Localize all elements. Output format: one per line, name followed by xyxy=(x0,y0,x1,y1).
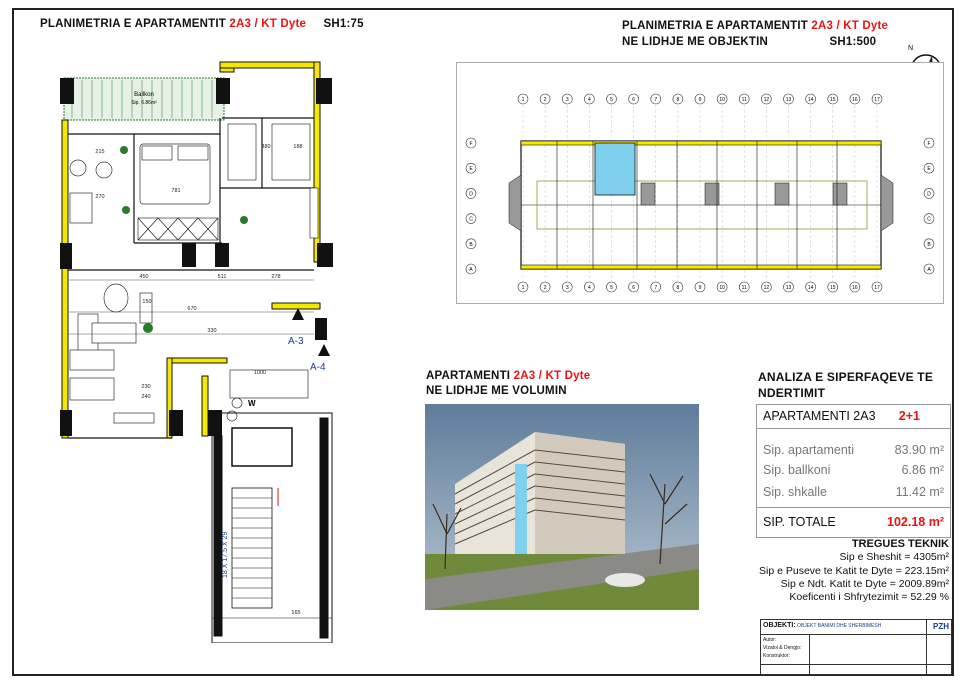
grid-column-bubble xyxy=(607,94,617,104)
dim-label: 215 xyxy=(95,149,105,155)
volume-title: APARTAMENTI 2A3 / KT Dyte NE LIDHJE ME VOLUMIN xyxy=(426,370,591,397)
analysis-total-row: SIP. TOTALE 102.18 m² xyxy=(763,515,944,529)
svg-text:5: 5 xyxy=(610,285,613,291)
dim-label: 330 xyxy=(207,328,217,334)
building-site-plan xyxy=(456,62,944,304)
grid-column-bubble xyxy=(518,94,528,104)
grid-column-bubble xyxy=(607,282,617,292)
grid-column-bubble xyxy=(828,94,838,104)
grid-row-bubble xyxy=(924,264,934,274)
svg-text:C: C xyxy=(927,216,931,223)
grid-column-bubble xyxy=(739,94,749,104)
dim-label: 450 xyxy=(139,274,149,280)
svg-text:B: B xyxy=(469,241,473,248)
analysis-title: ANALIZA E SIPERFAQEVE TE NDERTIMIT xyxy=(758,370,934,400)
analysis-row: Sip. ballkoni 6.86 m² xyxy=(763,463,944,477)
grid-row-bubble xyxy=(466,214,476,224)
grid-column-bubble xyxy=(806,94,816,104)
dim-label: 278 xyxy=(271,274,281,280)
svg-text:1: 1 xyxy=(521,285,525,291)
dim-label: 270 xyxy=(95,194,105,200)
svg-text:17: 17 xyxy=(874,97,880,103)
grid-column-bubble xyxy=(518,282,528,292)
svg-text:13: 13 xyxy=(785,97,792,103)
grid-column-bubble xyxy=(850,282,860,292)
dim-label: 511 xyxy=(217,274,227,280)
analysis-row: Sip. shkalle 11.42 m² xyxy=(763,485,944,499)
technical-line: Sip e Ndt. Katit te Dyte = 2009.89m² xyxy=(780,577,949,590)
grid-column-bubble xyxy=(673,94,683,104)
svg-text:2: 2 xyxy=(543,285,547,291)
svg-text:D: D xyxy=(927,191,931,198)
stair-dimension-label: 18 X 17.5 X 29 xyxy=(222,531,229,578)
svg-text:A: A xyxy=(469,267,473,273)
section-marker-a4: A-4 xyxy=(310,362,326,373)
dim-label: 165 xyxy=(291,610,301,616)
svg-text:F: F xyxy=(469,141,473,147)
svg-text:12: 12 xyxy=(763,97,770,103)
grid-column-bubble xyxy=(540,94,550,104)
svg-text:16: 16 xyxy=(852,97,858,103)
svg-text:3: 3 xyxy=(565,285,569,291)
area-analysis-table xyxy=(756,404,951,538)
svg-text:4: 4 xyxy=(587,285,591,291)
stamp-line: Autor: xyxy=(763,637,777,643)
svg-text:15: 15 xyxy=(829,97,836,103)
grid-column-bubble xyxy=(562,282,572,292)
svg-text:E: E xyxy=(927,166,931,173)
plan-left-title: PLANIMETRIA E APARTAMENTIT 2A3 / KT Dyte SH1:75 xyxy=(40,18,364,30)
balcony-label: Ballkon xyxy=(134,92,154,98)
object-name: OBJEKT BANIMI DHE SHERBIMESH xyxy=(797,623,882,629)
grid-column-bubble xyxy=(761,282,771,292)
grid-column-bubble xyxy=(784,282,794,292)
dim-label: 150 xyxy=(142,299,152,305)
svg-text:15: 15 xyxy=(829,285,836,291)
svg-text:8: 8 xyxy=(676,285,680,291)
grid-column-bubble xyxy=(629,94,639,104)
grid-column-bubble xyxy=(806,282,816,292)
svg-text:D: D xyxy=(469,191,473,198)
grid-row-bubble xyxy=(466,163,476,173)
svg-text:16: 16 xyxy=(852,285,858,291)
technical-indicators xyxy=(759,538,949,604)
svg-text:7: 7 xyxy=(654,97,658,103)
svg-text:8: 8 xyxy=(676,97,680,103)
apartment-label: APARTAMENTI 2A3 xyxy=(763,409,876,423)
svg-text:N: N xyxy=(908,45,914,52)
svg-text:11: 11 xyxy=(741,97,747,103)
svg-text:11: 11 xyxy=(741,285,747,291)
plan-right-title: PLANIMETRIA E APARTAMENTIT 2A3 / KT Dyte NE LIDHJE ME OBJEKTIN SH1:500 xyxy=(622,20,889,48)
svg-text:2: 2 xyxy=(543,97,547,103)
dim-label: 1000 xyxy=(253,370,267,376)
technical-line: Koeficenti i Shfrytezimit = 52.29 % xyxy=(789,591,949,604)
dim-label: 230 xyxy=(141,384,151,390)
section-marker-a3: A-3 xyxy=(288,336,304,347)
dim-label: 670 xyxy=(187,306,197,312)
svg-text:4: 4 xyxy=(587,97,591,103)
svg-text:E: E xyxy=(469,166,473,173)
svg-text:14: 14 xyxy=(807,285,814,291)
svg-text:3: 3 xyxy=(565,97,569,103)
svg-text:7: 7 xyxy=(654,285,658,291)
apartment-highlight xyxy=(595,143,635,195)
grid-row-bubble xyxy=(466,138,476,148)
svg-text:10: 10 xyxy=(719,285,725,291)
apartment-floor-plan xyxy=(52,58,352,643)
grid-column-bubble xyxy=(629,282,639,292)
dim-label: 380 xyxy=(261,144,271,150)
svg-text:12: 12 xyxy=(763,285,770,291)
svg-text:13: 13 xyxy=(785,285,792,291)
svg-text:5: 5 xyxy=(610,97,613,103)
grid-column-bubble xyxy=(584,94,594,104)
svg-text:10: 10 xyxy=(719,97,725,103)
company-logo: PZH xyxy=(933,622,949,631)
svg-text:6: 6 xyxy=(632,285,636,291)
grid-column-bubble xyxy=(695,94,705,104)
grid-column-bubble xyxy=(562,94,572,104)
stamp-line: Konstruktor: xyxy=(763,653,790,659)
grid-column-bubble xyxy=(872,282,882,292)
svg-text:A: A xyxy=(927,267,931,273)
technical-line: Sip e Puseve te Katit te Dyte = 223.15m² xyxy=(759,564,949,577)
grid-column-bubble xyxy=(850,94,860,104)
grid-column-bubble xyxy=(673,282,683,292)
grid-column-bubble xyxy=(651,94,661,104)
analysis-header-row xyxy=(763,409,944,423)
grid-column-bubble xyxy=(828,282,838,292)
technical-heading: TREGUES TEKNIK xyxy=(851,538,949,550)
title-block xyxy=(760,619,952,675)
grid-column-bubble xyxy=(717,94,727,104)
svg-text:F: F xyxy=(927,141,931,147)
grid-column-bubble xyxy=(584,282,594,292)
dim-label: 781 xyxy=(171,188,181,194)
grid-row-bubble xyxy=(466,188,476,198)
object-label: OBJEKTI: xyxy=(763,622,796,629)
svg-text:17: 17 xyxy=(874,285,880,291)
svg-text:14: 14 xyxy=(807,97,814,103)
dim-label: 240 xyxy=(141,394,151,400)
svg-text:9: 9 xyxy=(698,285,702,291)
grid-row-bubble xyxy=(466,264,476,274)
dim-label: 188 xyxy=(293,144,303,150)
grid-column-bubble xyxy=(651,282,661,292)
grid-row-bubble xyxy=(924,163,934,173)
grid-column-bubble xyxy=(739,282,749,292)
building-3d-render xyxy=(425,404,699,610)
analysis-row: Sip. apartamenti 83.90 m² xyxy=(763,443,944,457)
grid-row-bubble xyxy=(924,188,934,198)
balcony-area-label: Sip. 6.86m² xyxy=(131,100,157,106)
grid-row-bubble xyxy=(466,239,476,249)
technical-line: Sip e Sheshit = 4305m² xyxy=(839,551,949,564)
grid-row-bubble xyxy=(924,214,934,224)
wc-label: W xyxy=(248,399,256,408)
grid-column-bubble xyxy=(695,282,705,292)
stamp-line: Vizatoi & Dengjo: xyxy=(763,645,802,651)
svg-text:1: 1 xyxy=(521,97,525,103)
grid-row-bubble xyxy=(924,239,934,249)
svg-text:C: C xyxy=(469,216,473,223)
grid-column-bubble xyxy=(540,282,550,292)
grid-column-bubble xyxy=(761,94,771,104)
svg-text:B: B xyxy=(927,241,931,248)
svg-text:6: 6 xyxy=(632,97,636,103)
grid-column-bubble xyxy=(717,282,727,292)
grid-row-bubble xyxy=(924,138,934,148)
apartment-type: 2+1 xyxy=(898,409,920,423)
svg-text:9: 9 xyxy=(698,97,702,103)
grid-column-bubble xyxy=(872,94,882,104)
grid-column-bubble xyxy=(784,94,794,104)
